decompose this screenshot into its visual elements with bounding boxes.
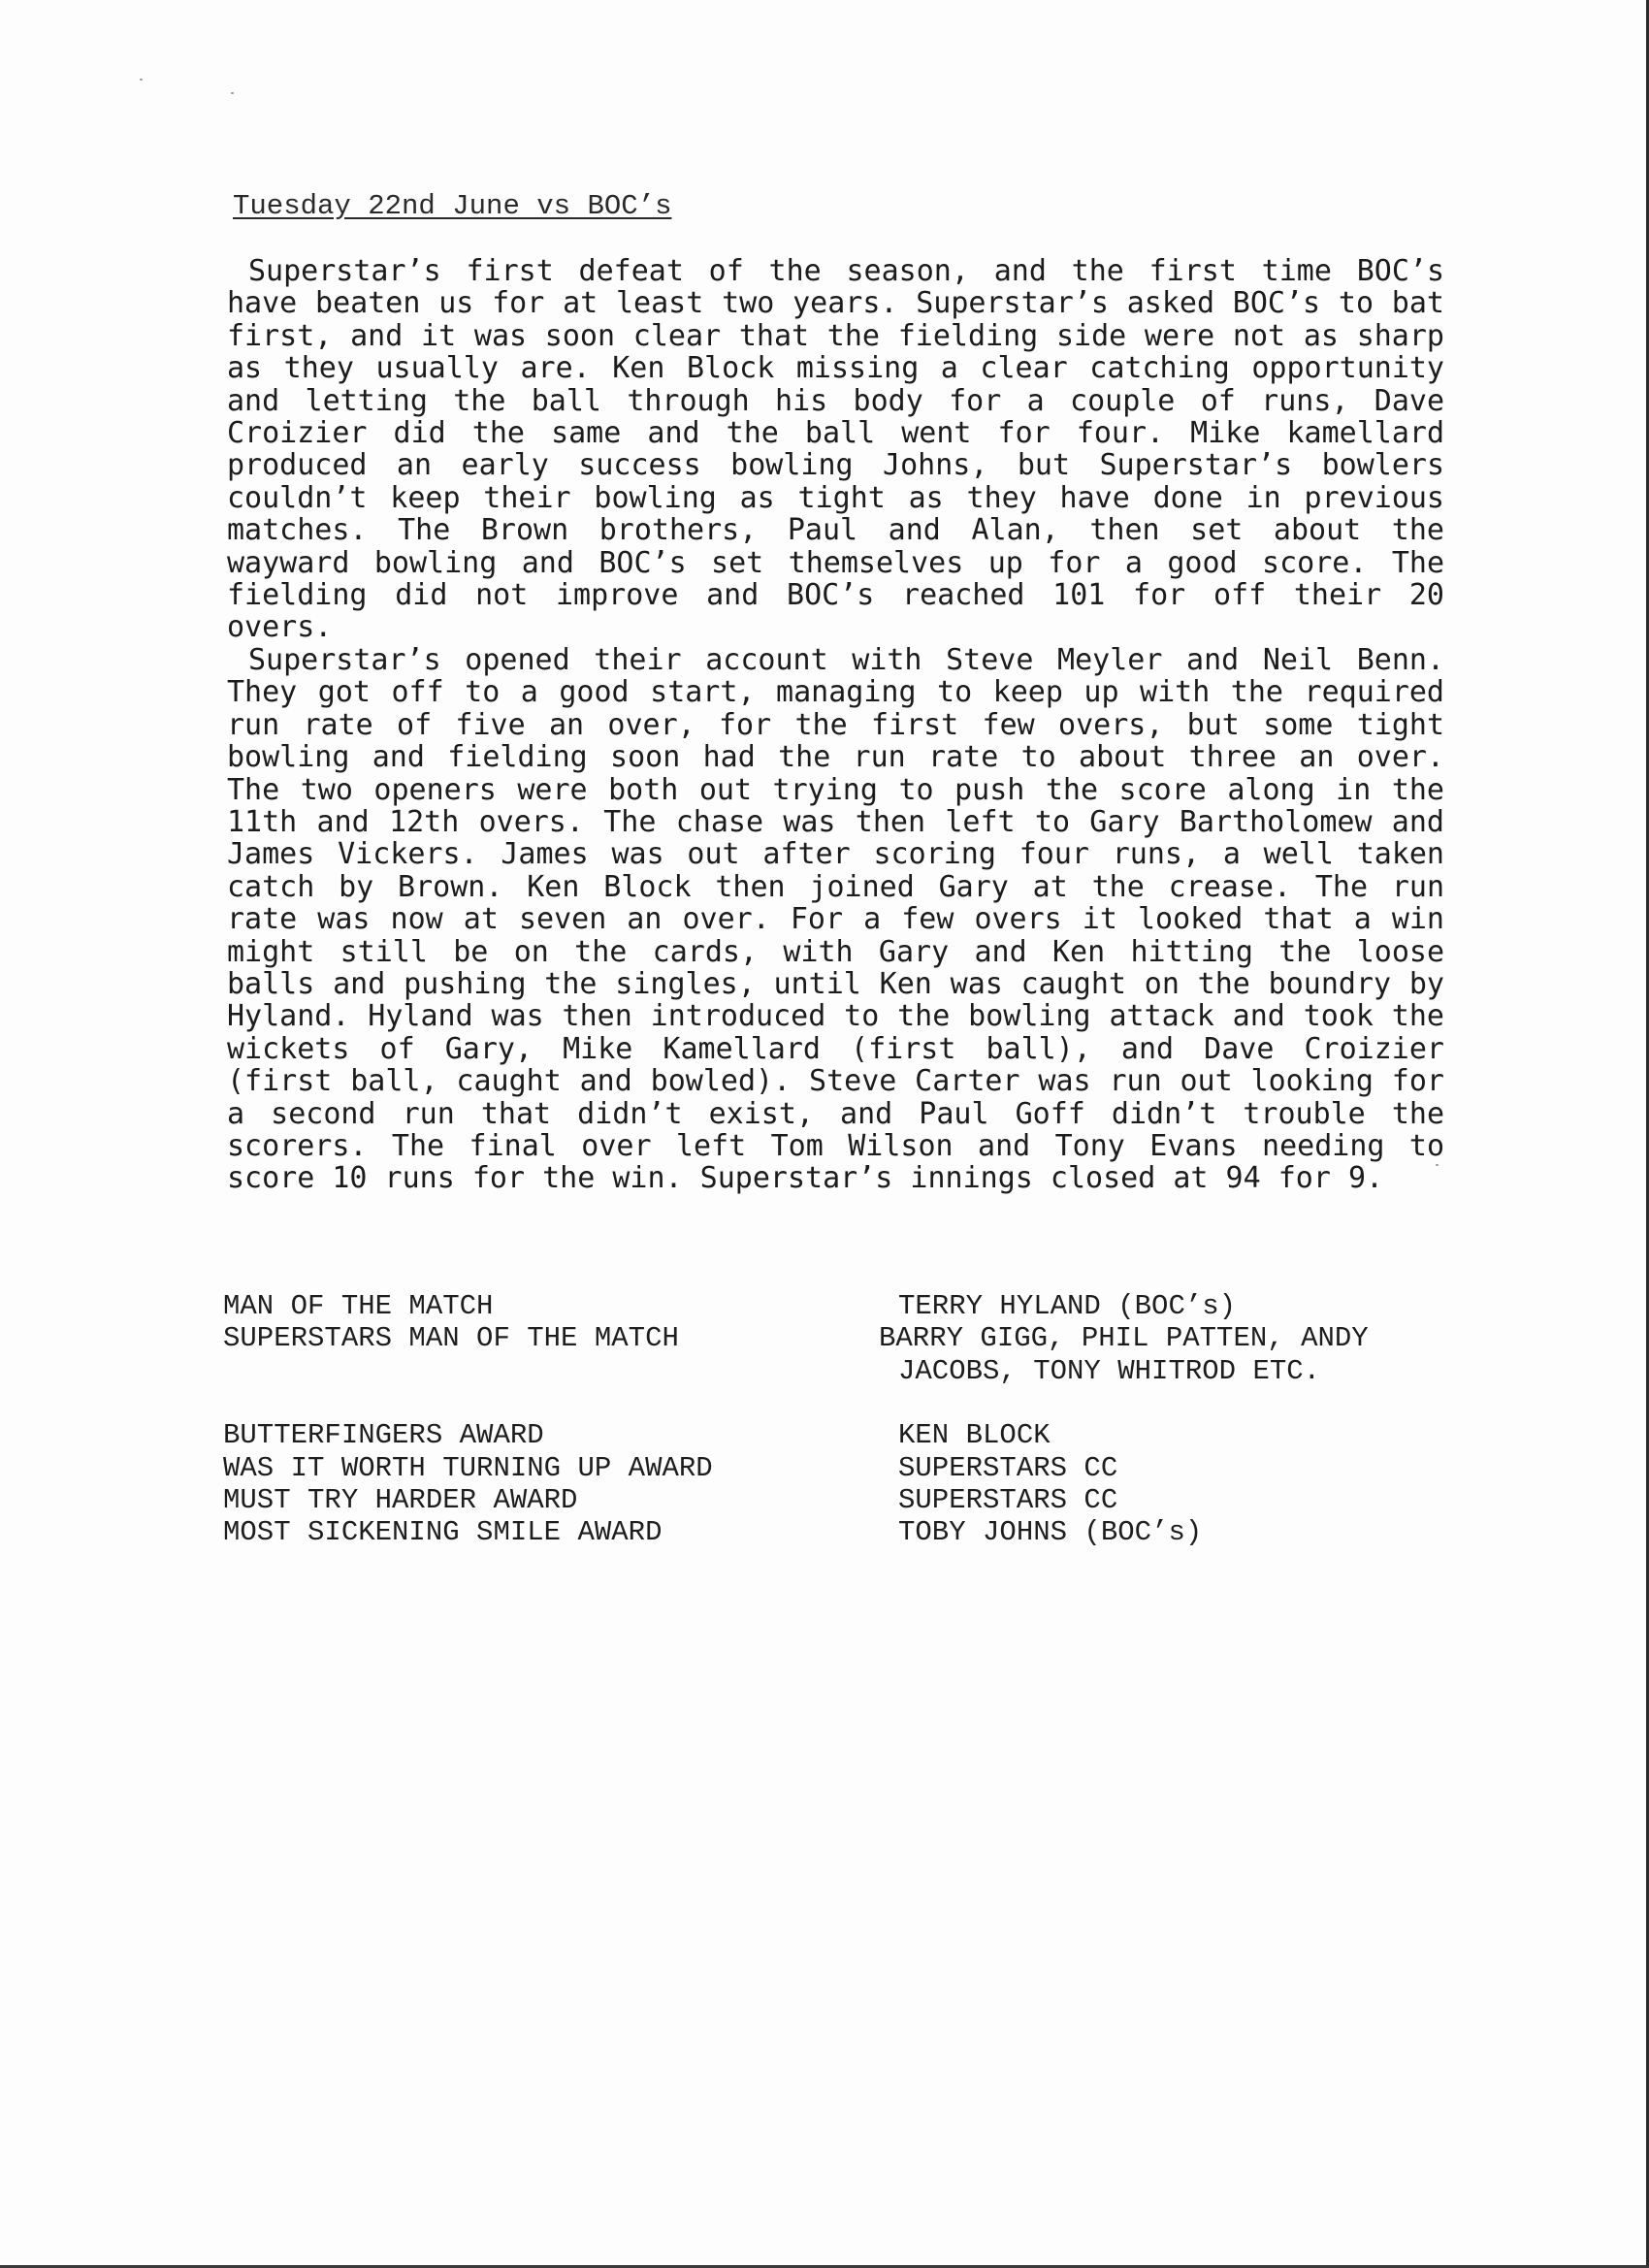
award-name: MAN OF THE MATCH [223,1290,494,1322]
award-row [223,1452,1484,1484]
scan-speck [231,92,234,94]
award-name: SUPERSTARS MAN OF THE MATCH [223,1322,679,1355]
award-winner: SUPERSTARS CC [898,1484,1118,1517]
report-paragraph-second-innings: Superstar’s opened their account with Steve Meyler and Neil Benn. They got off to a good start, managing to keep up with the required run rate of five an over, for the first few overs, but some tight bowling and fielding soon had the run rate to about three an over. The two openers were both out trying to push the score along in the 11th and 12th overs. The chase was then left to Gary Bartholomew and James Vickers. James was out after scoring four runs, a well taken catch by Brown. Ken Block then joined Gary at the crease. The run rate was now at seven an over. For a few overs it looked that a win might still be on the cards, with Gary and Ken hitting the loose balls and pushing the singles, until Ken was caught on the boundry by Hyland. Hyland was then introduced to the bowling attack and took the wickets of Gary, Mike Kamellard (first ball), and Dave Croizier (first ball, caught and bowled). Steve Carter was run out looking for a second run that didn’t exist, and Paul Goff didn’t trouble the scorers. The final over left Tom Wilson and Tony Evans needing to score 10 runs for the win. Superstar’s innings closed at 94 for 9. [227,642,1444,1196]
award-winner: SUPERSTARS CC [898,1451,1118,1484]
award-name: MUST TRY HARDER AWARD [223,1484,578,1517]
award-name: WAS IT WORTH TURNING UP AWARD [223,1451,713,1484]
award-winner: TOBY JOHNS (BOC’s) [898,1516,1203,1549]
award-row [223,1419,1484,1451]
award-row [223,1290,1484,1322]
spacer [223,1387,1484,1419]
award-row [223,1322,1484,1387]
award-name: BUTTERFINGERS AWARD [223,1419,544,1452]
report-paragraph-first-innings: Superstar’s first defeat of the season, and the first time BOC’s have beaten us for at least two years. Superstar’s asked BOC’s to bat first, and it was soon clear that the fielding side were not as sharp as they usually are. Ken Block missing a clear catching opportunity and letting the ball through his body for a couple of runs, Dave Croizier did the same and the ball went for four. Mike kamellard produced an early success bowling Johns, but Superstar’s bowlers couldn’t keep their bowling as tight as they have done in previous matches. The Brown brothers, Paul and Alan, then set about the wayward bowling and BOC’s set themselves up for a good score. The fielding did not improve and BOC’s reached 101 for off their 20 overs. [227,254,1444,645]
award-name: MOST SICKENING SMILE AWARD [223,1516,663,1549]
report-title: Tuesday 22nd June vs BOC’s [233,190,672,222]
awards-list [223,1290,1484,1549]
award-row [223,1484,1484,1516]
award-winner: TERRY HYLAND (BOC’s) [898,1290,1237,1322]
award-winner: BARRY GIGG, PHIL PATTEN, ANDY JACOBS, TONY WHITROD ETC. [879,1322,1369,1387]
match-report [227,255,1444,1195]
award-winner: KEN BLOCK [898,1419,1051,1452]
scan-speck [140,79,143,81]
award-row [223,1516,1484,1548]
